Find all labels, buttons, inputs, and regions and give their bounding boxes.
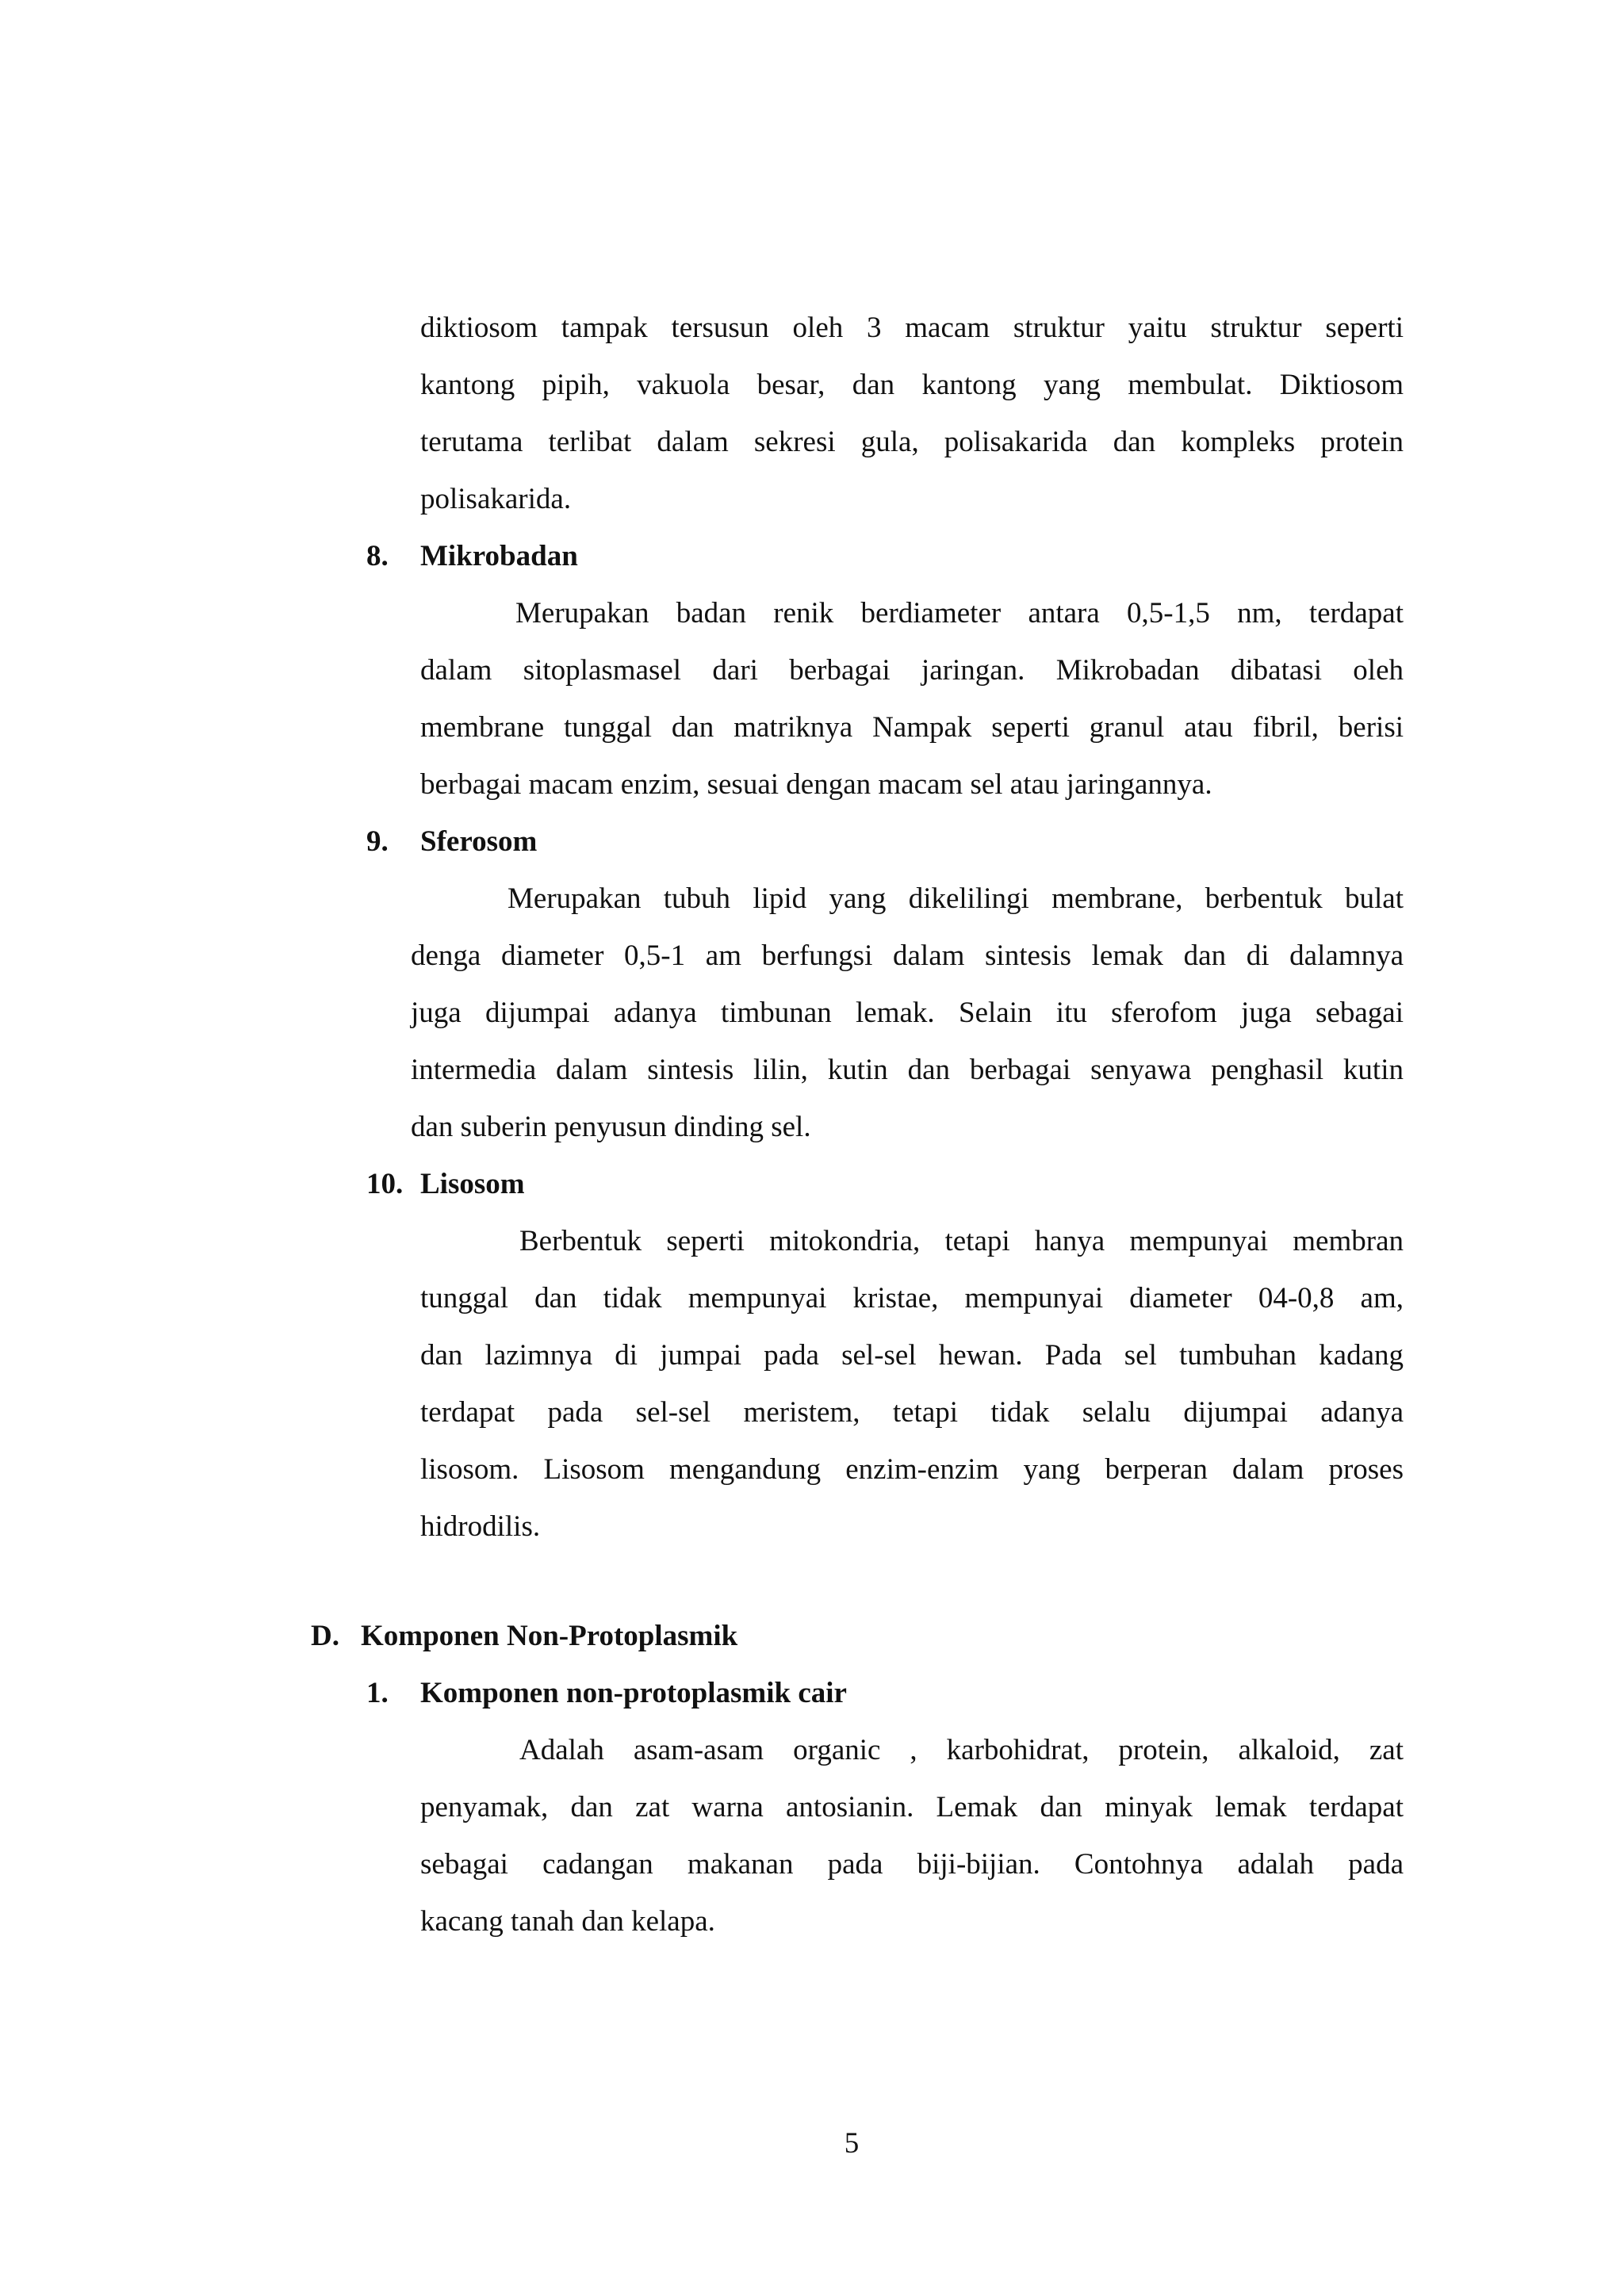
item-number: 9.: [366, 825, 389, 858]
paragraph-line: denga diameter 0,5-1 am berfungsi dalam sintesis lemak dan di dalamnya: [411, 939, 1404, 972]
paragraph-line: berbagai macam enzim, sesuai dengan macam sel atau jaringannya.: [420, 768, 1212, 801]
paragraph-line: kantong pipih, vakuola besar, dan kantong yang membulat. Diktiosom: [420, 369, 1404, 401]
paragraph-line: dan suberin penyusun dinding sel.: [411, 1111, 811, 1143]
paragraph-line: intermedia dalam sintesis lilin, kutin dan berbagai senyawa penghasil kutin: [411, 1054, 1404, 1086]
section-letter: D.: [311, 1620, 339, 1652]
paragraph-line: sebagai cadangan makanan pada biji-bijian. Contohnya adalah pada: [420, 1848, 1404, 1881]
item-number: 10.: [366, 1168, 404, 1200]
item-number: 8.: [366, 540, 389, 572]
paragraph-line: dan lazimnya di jumpai pada sel-sel hewan. Pada sel tumbuhan kadang: [420, 1339, 1404, 1372]
item-heading: Lisosom: [420, 1168, 525, 1200]
subsection-number: 1.: [366, 1677, 389, 1709]
paragraph-line: Berbentuk seperti mitokondria, tetapi hanya mempunyai membran: [519, 1225, 1404, 1257]
paragraph-line: Merupakan badan renik berdiameter antara 0,5-1,5 nm, terdapat: [515, 597, 1404, 629]
paragraph-line: hidrodilis.: [420, 1510, 541, 1543]
subsection-heading: Komponen non-protoplasmik cair: [420, 1677, 847, 1709]
paragraph-line: diktiosom tampak tersusun oleh 3 macam struktur yaitu struktur seperti: [420, 312, 1404, 344]
item-heading: Sferosom: [420, 825, 538, 858]
paragraph-line: terutama terlibat dalam sekresi gula, polisakarida dan kompleks protein: [420, 426, 1404, 458]
paragraph-line: juga dijumpai adanya timbunan lemak. Selain itu sferofom juga sebagai: [411, 997, 1404, 1029]
page-number: 5: [844, 2127, 860, 2160]
paragraph-line: Adalah asam-asam organic , karbohidrat, protein, alkaloid, zat: [519, 1734, 1404, 1766]
paragraph-line: dalam sitoplasmasel dari berbagai jaringan. Mikrobadan dibatasi oleh: [420, 654, 1404, 687]
item-heading: Mikrobadan: [420, 540, 578, 572]
paragraph-line: tunggal dan tidak mempunyai kristae, mempunyai diameter 04-0,8 am,: [420, 1282, 1404, 1314]
paragraph-line: polisakarida.: [420, 483, 572, 515]
section-heading: Komponen Non-Protoplasmik: [361, 1620, 738, 1652]
paragraph-line: kacang tanah dan kelapa.: [420, 1905, 715, 1938]
paragraph-line: terdapat pada sel-sel meristem, tetapi tidak selalu dijumpai adanya: [420, 1396, 1404, 1429]
paragraph-line: lisosom. Lisosom mengandung enzim-enzim yang berperan dalam proses: [420, 1453, 1404, 1486]
paragraph-line: Merupakan tubuh lipid yang dikelilingi membrane, berbentuk bulat: [508, 882, 1404, 915]
paragraph-line: membrane tunggal dan matriknya Nampak seperti granul atau fibril, berisi: [420, 711, 1404, 744]
paragraph-line: penyamak, dan zat warna antosianin. Lemak dan minyak lemak terdapat: [420, 1791, 1404, 1823]
